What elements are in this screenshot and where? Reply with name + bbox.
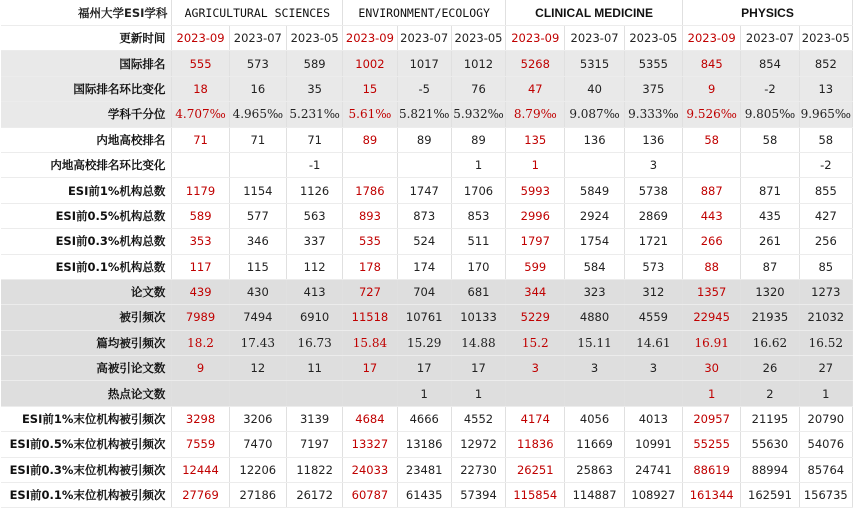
value-cell: 599: [506, 254, 565, 279]
value-cell: 3: [624, 356, 682, 381]
value-cell: 21195: [741, 406, 799, 431]
value-cell: 1721: [624, 229, 682, 254]
value-cell: 2924: [565, 203, 624, 228]
value-cell: 266: [683, 229, 741, 254]
value-cell: 524: [397, 229, 451, 254]
value-cell: 135: [506, 127, 565, 152]
value-cell: 871: [741, 178, 799, 203]
row-label: ESI前1%末位机构被引频次: [1, 406, 172, 431]
date-cell: 2023-05: [286, 26, 342, 51]
date-cell: 2023-05: [799, 26, 852, 51]
value-cell: [229, 381, 286, 406]
value-cell: 1357: [683, 279, 741, 304]
value-cell: 3139: [286, 406, 342, 431]
value-cell: 30: [683, 356, 741, 381]
value-cell: 88994: [741, 457, 799, 482]
value-cell: 108927: [624, 483, 682, 508]
value-cell: 14.88: [451, 330, 505, 355]
value-cell: 10761: [397, 305, 451, 330]
row-label: 国际排名: [1, 51, 172, 76]
value-cell: 9.805‰: [741, 102, 799, 127]
table-row: [1, 229, 853, 254]
date-cell: 2023-05: [451, 26, 505, 51]
value-cell: 511: [451, 229, 505, 254]
value-cell: 1320: [741, 279, 799, 304]
value-cell: 4552: [451, 406, 505, 431]
value-cell: 1273: [799, 279, 852, 304]
value-cell: 11518: [343, 305, 397, 330]
date-cell: 2023-07: [229, 26, 286, 51]
value-cell: 162591: [741, 483, 799, 508]
value-cell: 1017: [397, 51, 451, 76]
table-row: [1, 483, 853, 508]
row-label: ESI前0.1%机构总数: [1, 254, 172, 279]
table-row: [1, 279, 853, 304]
value-cell: 16.62: [741, 330, 799, 355]
value-cell: 16.91: [683, 330, 741, 355]
value-cell: 5.231‰: [286, 102, 342, 127]
value-cell: [343, 152, 397, 177]
value-cell: 573: [229, 51, 286, 76]
value-cell: 26251: [506, 457, 565, 482]
value-cell: 5315: [565, 51, 624, 76]
value-cell: 430: [229, 279, 286, 304]
value-cell: 413: [286, 279, 342, 304]
value-cell: 12972: [451, 432, 505, 457]
date-cell: 2023-09: [172, 26, 229, 51]
value-cell: 17: [451, 356, 505, 381]
value-cell: 353: [172, 229, 229, 254]
value-cell: 573: [624, 254, 682, 279]
value-cell: 114887: [565, 483, 624, 508]
update-label: 更新时间: [1, 26, 172, 51]
row-label: ESI前0.5%末位机构被引频次: [1, 432, 172, 457]
date-cell: 2023-09: [343, 26, 397, 51]
value-cell: 85: [799, 254, 852, 279]
value-cell: 11822: [286, 457, 342, 482]
value-cell: [286, 381, 342, 406]
value-cell: 117: [172, 254, 229, 279]
value-cell: 4013: [624, 406, 682, 431]
value-cell: [229, 152, 286, 177]
table-row: [1, 76, 853, 101]
value-cell: 76: [451, 76, 505, 101]
subject-clinical: CLINICAL MEDICINE: [506, 0, 683, 26]
value-cell: 136: [565, 127, 624, 152]
date-cell: 2023-07: [397, 26, 451, 51]
value-cell: 854: [741, 51, 799, 76]
value-cell: 1126: [286, 178, 342, 203]
row-label: 内地高校排名环比变化: [1, 152, 172, 177]
value-cell: 21032: [799, 305, 852, 330]
table-row: [1, 203, 853, 228]
value-cell: [624, 381, 682, 406]
row-label: 高被引论文数: [1, 356, 172, 381]
value-cell: 855: [799, 178, 852, 203]
value-cell: 577: [229, 203, 286, 228]
value-cell: 15: [343, 76, 397, 101]
value-cell: 20957: [683, 406, 741, 431]
value-cell: 22730: [451, 457, 505, 482]
value-cell: 15.2: [506, 330, 565, 355]
value-cell: 312: [624, 279, 682, 304]
date-cell: 2023-09: [506, 26, 565, 51]
value-cell: 853: [451, 203, 505, 228]
value-cell: 17: [397, 356, 451, 381]
value-cell: 71: [172, 127, 229, 152]
value-cell: 7470: [229, 432, 286, 457]
value-cell: 55255: [683, 432, 741, 457]
value-cell: 435: [741, 203, 799, 228]
value-cell: 13327: [343, 432, 397, 457]
value-cell: 3: [565, 356, 624, 381]
value-cell: 2996: [506, 203, 565, 228]
value-cell: 24033: [343, 457, 397, 482]
value-cell: 1002: [343, 51, 397, 76]
value-cell: 535: [343, 229, 397, 254]
value-cell: 15.84: [343, 330, 397, 355]
date-cell: 2023-05: [624, 26, 682, 51]
row-label: 篇均被引频次: [1, 330, 172, 355]
value-cell: 555: [172, 51, 229, 76]
row-label: ESI前0.1%末位机构被引频次: [1, 483, 172, 508]
value-cell: 344: [506, 279, 565, 304]
value-cell: 5.821‰: [397, 102, 451, 127]
value-cell: 845: [683, 51, 741, 76]
row-label: ESI前0.3%末位机构被引频次: [1, 457, 172, 482]
value-cell: 1: [397, 381, 451, 406]
value-cell: 17.43: [229, 330, 286, 355]
subject-environment: ENVIRONMENT/ECOLOGY: [343, 0, 506, 26]
value-cell: 7559: [172, 432, 229, 457]
value-cell: 346: [229, 229, 286, 254]
row-label: 内地高校排名: [1, 127, 172, 152]
table-row: [1, 102, 853, 127]
value-cell: 89: [343, 127, 397, 152]
value-cell: 5993: [506, 178, 565, 203]
value-cell: 25863: [565, 457, 624, 482]
date-cell: 2023-07: [741, 26, 799, 51]
value-cell: -2: [799, 152, 852, 177]
subject-physics: PHYSICS: [683, 0, 853, 26]
value-cell: 88619: [683, 457, 741, 482]
value-cell: 26: [741, 356, 799, 381]
value-cell: 12: [229, 356, 286, 381]
value-cell: 8.79‰: [506, 102, 565, 127]
value-cell: [397, 152, 451, 177]
value-cell: [172, 381, 229, 406]
value-cell: 60787: [343, 483, 397, 508]
value-cell: 589: [286, 51, 342, 76]
value-cell: 7989: [172, 305, 229, 330]
value-cell: 852: [799, 51, 852, 76]
value-cell: 704: [397, 279, 451, 304]
value-cell: 7494: [229, 305, 286, 330]
value-cell: 439: [172, 279, 229, 304]
value-cell: 337: [286, 229, 342, 254]
value-cell: 115854: [506, 483, 565, 508]
value-cell: 727: [343, 279, 397, 304]
value-cell: 9: [172, 356, 229, 381]
value-cell: 27186: [229, 483, 286, 508]
table-row: [1, 254, 853, 279]
value-cell: -2: [741, 76, 799, 101]
value-cell: 14.61: [624, 330, 682, 355]
value-cell: 5.61‰: [343, 102, 397, 127]
value-cell: 18.2: [172, 330, 229, 355]
value-cell: 88: [683, 254, 741, 279]
value-cell: [741, 152, 799, 177]
value-cell: 1747: [397, 178, 451, 203]
value-cell: 13: [799, 76, 852, 101]
value-cell: 6910: [286, 305, 342, 330]
value-cell: 9.087‰: [565, 102, 624, 127]
value-cell: 589: [172, 203, 229, 228]
value-cell: [683, 152, 741, 177]
value-cell: 85764: [799, 457, 852, 482]
value-cell: 5268: [506, 51, 565, 76]
row-label: 国际排名环比变化: [1, 76, 172, 101]
table-title: 福州大学ESI学科: [1, 0, 172, 26]
value-cell: [565, 152, 624, 177]
table-row: [1, 406, 853, 431]
value-cell: 893: [343, 203, 397, 228]
value-cell: 16.52: [799, 330, 852, 355]
value-cell: 4684: [343, 406, 397, 431]
value-cell: 174: [397, 254, 451, 279]
value-cell: 4666: [397, 406, 451, 431]
value-cell: 3206: [229, 406, 286, 431]
value-cell: 58: [799, 127, 852, 152]
value-cell: 89: [397, 127, 451, 152]
value-cell: 47: [506, 76, 565, 101]
value-cell: 35: [286, 76, 342, 101]
esi-table: [1, 0, 853, 508]
value-cell: 1: [683, 381, 741, 406]
value-cell: 1: [451, 152, 505, 177]
value-cell: 1754: [565, 229, 624, 254]
value-cell: 27: [799, 356, 852, 381]
value-cell: 5738: [624, 178, 682, 203]
value-cell: 681: [451, 279, 505, 304]
value-cell: 4880: [565, 305, 624, 330]
value-cell: 1154: [229, 178, 286, 203]
value-cell: 256: [799, 229, 852, 254]
header-row: [1, 0, 853, 26]
row-label: 学科千分位: [1, 102, 172, 127]
value-cell: 23481: [397, 457, 451, 482]
value-cell: 58: [683, 127, 741, 152]
table-row: [1, 51, 853, 76]
value-cell: 1: [506, 152, 565, 177]
value-cell: 584: [565, 254, 624, 279]
value-cell: 261: [741, 229, 799, 254]
value-cell: 9.333‰: [624, 102, 682, 127]
value-cell: [506, 381, 565, 406]
value-cell: 112: [286, 254, 342, 279]
value-cell: 4559: [624, 305, 682, 330]
value-cell: 5849: [565, 178, 624, 203]
value-cell: 887: [683, 178, 741, 203]
value-cell: 1786: [343, 178, 397, 203]
value-cell: 873: [397, 203, 451, 228]
row-label: 热点论文数: [1, 381, 172, 406]
table-row: [1, 178, 853, 203]
table-row: [1, 127, 853, 152]
value-cell: 3: [624, 152, 682, 177]
value-cell: 26172: [286, 483, 342, 508]
value-cell: 1797: [506, 229, 565, 254]
value-cell: 20790: [799, 406, 852, 431]
value-cell: 3298: [172, 406, 229, 431]
row-label: ESI前0.3%机构总数: [1, 229, 172, 254]
value-cell: 4.965‰: [229, 102, 286, 127]
value-cell: 27769: [172, 483, 229, 508]
value-cell: 58: [741, 127, 799, 152]
date-cell: 2023-07: [565, 26, 624, 51]
value-cell: 5229: [506, 305, 565, 330]
value-cell: 1179: [172, 178, 229, 203]
value-cell: 4174: [506, 406, 565, 431]
value-cell: 11669: [565, 432, 624, 457]
value-cell: 54076: [799, 432, 852, 457]
value-cell: 40: [565, 76, 624, 101]
value-cell: 12206: [229, 457, 286, 482]
value-cell: 563: [286, 203, 342, 228]
value-cell: 115: [229, 254, 286, 279]
value-cell: 57394: [451, 483, 505, 508]
value-cell: 1: [799, 381, 852, 406]
value-cell: 5355: [624, 51, 682, 76]
value-cell: 375: [624, 76, 682, 101]
value-cell: 7197: [286, 432, 342, 457]
table-row: [1, 432, 853, 457]
value-cell: 136: [624, 127, 682, 152]
value-cell: 15.11: [565, 330, 624, 355]
value-cell: 9.526‰: [683, 102, 741, 127]
value-cell: -5: [397, 76, 451, 101]
value-cell: -1: [286, 152, 342, 177]
row-label: 论文数: [1, 279, 172, 304]
value-cell: 178: [343, 254, 397, 279]
value-cell: 16.73: [286, 330, 342, 355]
value-cell: 87: [741, 254, 799, 279]
value-cell: 427: [799, 203, 852, 228]
value-cell: 1012: [451, 51, 505, 76]
value-cell: 10133: [451, 305, 505, 330]
table-row: [1, 356, 853, 381]
value-cell: 13186: [397, 432, 451, 457]
value-cell: [172, 152, 229, 177]
value-cell: 16: [229, 76, 286, 101]
value-cell: 161344: [683, 483, 741, 508]
value-cell: 10991: [624, 432, 682, 457]
value-cell: 5.932‰: [451, 102, 505, 127]
value-cell: 1: [451, 381, 505, 406]
value-cell: 24741: [624, 457, 682, 482]
date-cell: 2023-09: [683, 26, 741, 51]
value-cell: 61435: [397, 483, 451, 508]
value-cell: 443: [683, 203, 741, 228]
value-cell: 55630: [741, 432, 799, 457]
value-cell: 2869: [624, 203, 682, 228]
value-cell: [565, 381, 624, 406]
value-cell: 17: [343, 356, 397, 381]
value-cell: 21935: [741, 305, 799, 330]
row-label: ESI前1%机构总数: [1, 178, 172, 203]
date-row: [1, 26, 853, 51]
value-cell: 15.29: [397, 330, 451, 355]
value-cell: 89: [451, 127, 505, 152]
value-cell: 11: [286, 356, 342, 381]
value-cell: 4.707‰: [172, 102, 229, 127]
value-cell: 9.965‰: [799, 102, 852, 127]
value-cell: 12444: [172, 457, 229, 482]
table-row: [1, 457, 853, 482]
value-cell: 4056: [565, 406, 624, 431]
value-cell: 18: [172, 76, 229, 101]
table-row: [1, 305, 853, 330]
row-label: ESI前0.5%机构总数: [1, 203, 172, 228]
value-cell: 3: [506, 356, 565, 381]
value-cell: 2: [741, 381, 799, 406]
table-row: [1, 152, 853, 177]
value-cell: 323: [565, 279, 624, 304]
value-cell: [343, 381, 397, 406]
subject-agricultural: AGRICULTURAL SCIENCES: [172, 0, 343, 26]
value-cell: 156735: [799, 483, 852, 508]
table-row: [1, 330, 853, 355]
value-cell: 1706: [451, 178, 505, 203]
value-cell: 71: [229, 127, 286, 152]
value-cell: 71: [286, 127, 342, 152]
row-label: 被引频次: [1, 305, 172, 330]
value-cell: 170: [451, 254, 505, 279]
value-cell: 11836: [506, 432, 565, 457]
value-cell: 22945: [683, 305, 741, 330]
value-cell: 9: [683, 76, 741, 101]
table-row: [1, 381, 853, 406]
